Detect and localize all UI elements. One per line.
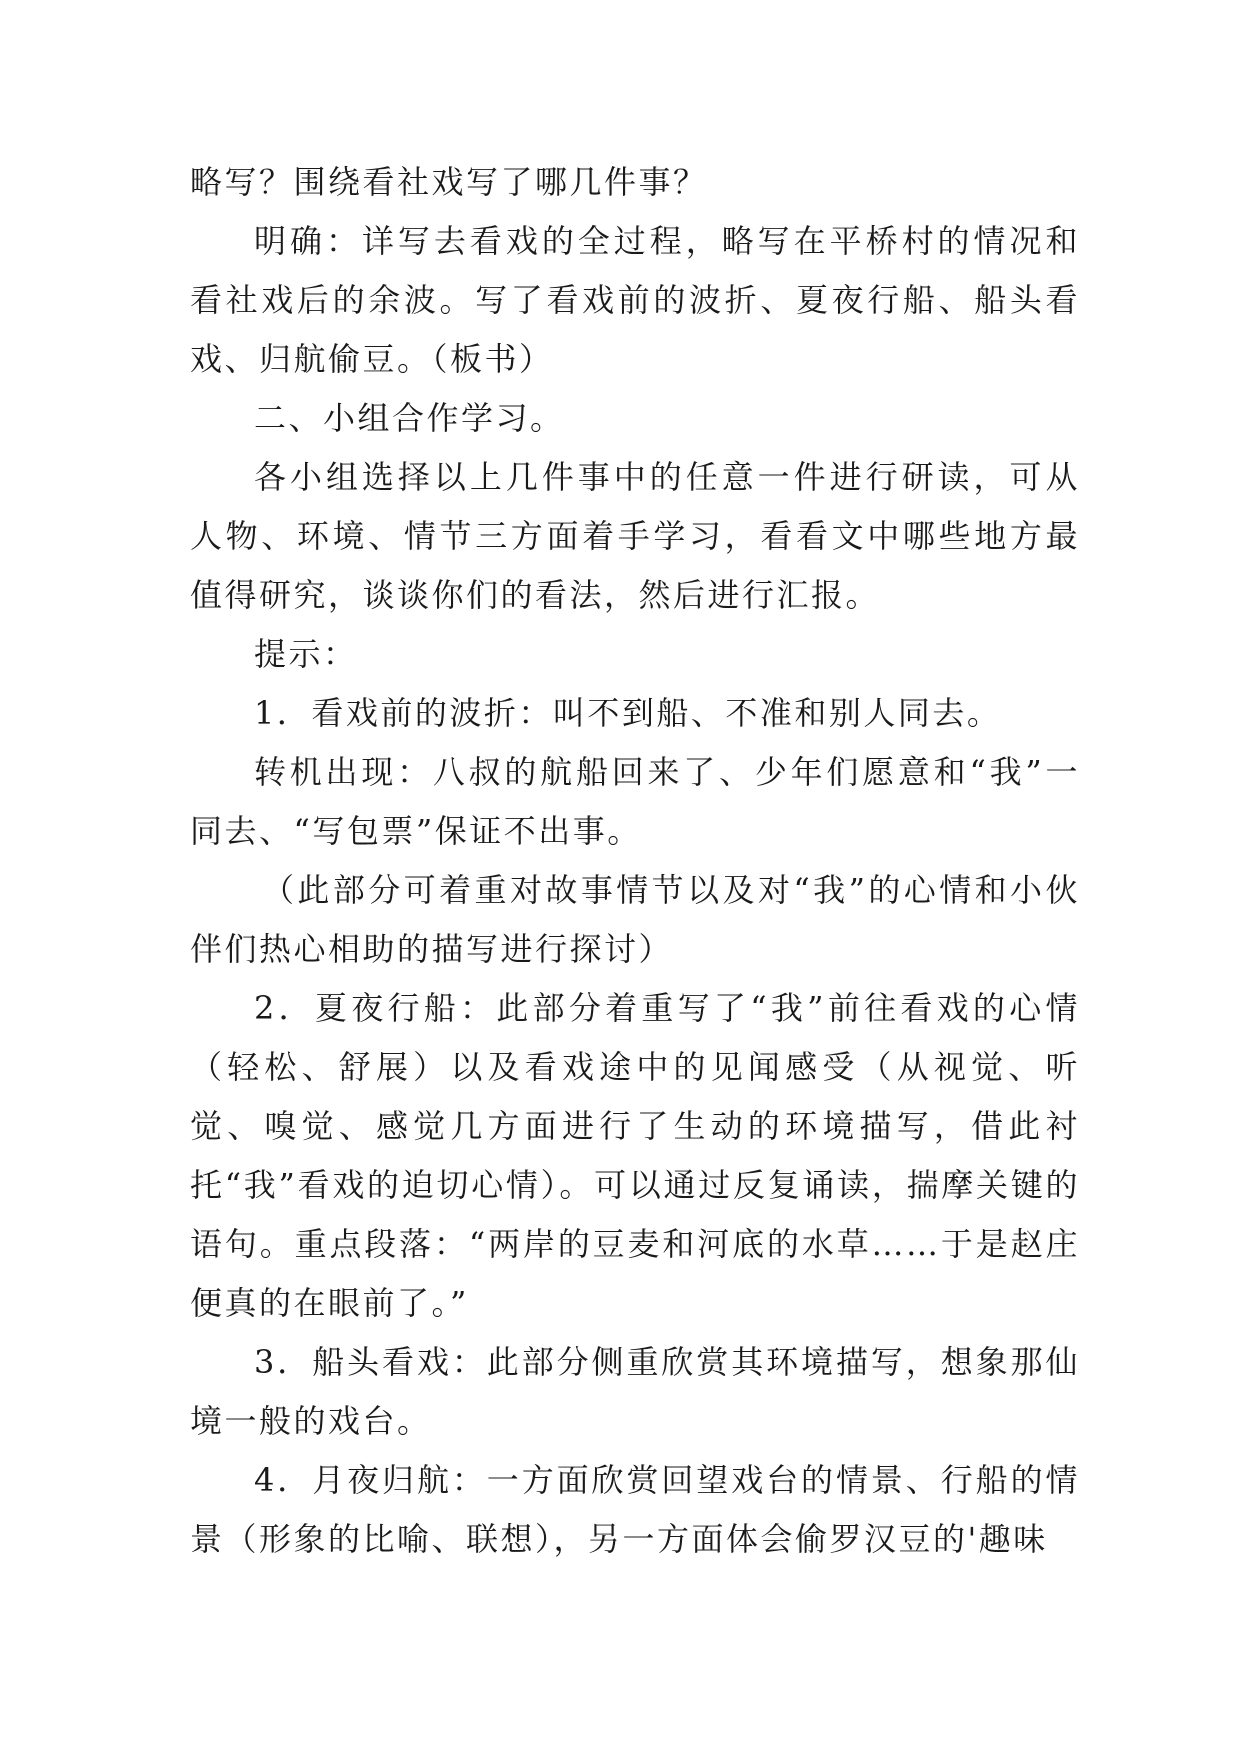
paragraph-hint-1: 1．看戏前的波折：叫不到船、不准和别人同去。: [254, 694, 1002, 732]
paragraph-note: （此部分可着重对故事情节以及对“我”的心情和小伙伴们热心相助的描写进行探讨）: [190, 871, 1080, 968]
paragraph-clarification: 明确：详写去看戏的全过程，略写在平桥村的情况和看社戏后的余波。写了看戏前的波折、夏夜行船、船头看戏、归航偷豆。（板书）: [190, 222, 1080, 378]
paragraph-group-instructions: 各小组选择以上几件事中的任意一件进行研读，可从人物、环境、情节三方面着手学习，看看文中哪些地方最值得研究，谈谈你们的看法，然后进行汇报。: [190, 458, 1080, 614]
paragraph-hint-label: 提示：: [254, 635, 358, 673]
section-heading-group-study: 二、小组合作学习。: [254, 399, 565, 437]
document-body: [190, 153, 1080, 1569]
paragraph-hint-3: 3．船头看戏：此部分侧重欣赏其环境描写，想象那仙境一般的戏台。: [190, 1343, 1080, 1440]
paragraph-hint-4: 4．月夜归航：一方面欣赏回望戏台的情景、行船的情景（形象的比喻、联想），另一方面体会偷罗汉豆的'趣味: [190, 1461, 1080, 1558]
paragraph-continuation: 略写？围绕看社戏写了哪几件事？: [190, 163, 708, 201]
paragraph-turning-point: 转机出现：八叔的航船回来了、少年们愿意和“我”一同去、“写包票”保证不出事。: [190, 753, 1080, 850]
paragraph-hint-2: 2．夏夜行船：此部分着重写了“我”前往看戏的心情（轻松、舒展）以及看戏途中的见闻感受（从视觉、听觉、嗅觉、感觉几方面进行了生动的环境描写，借此衬托“我”看戏的迫切心情）。可以通过反复诵读，揣摩关键的语句。重点段落：“两岸的豆麦和河底的水草……于是赵庄便真的在眼前了。”: [190, 989, 1080, 1322]
